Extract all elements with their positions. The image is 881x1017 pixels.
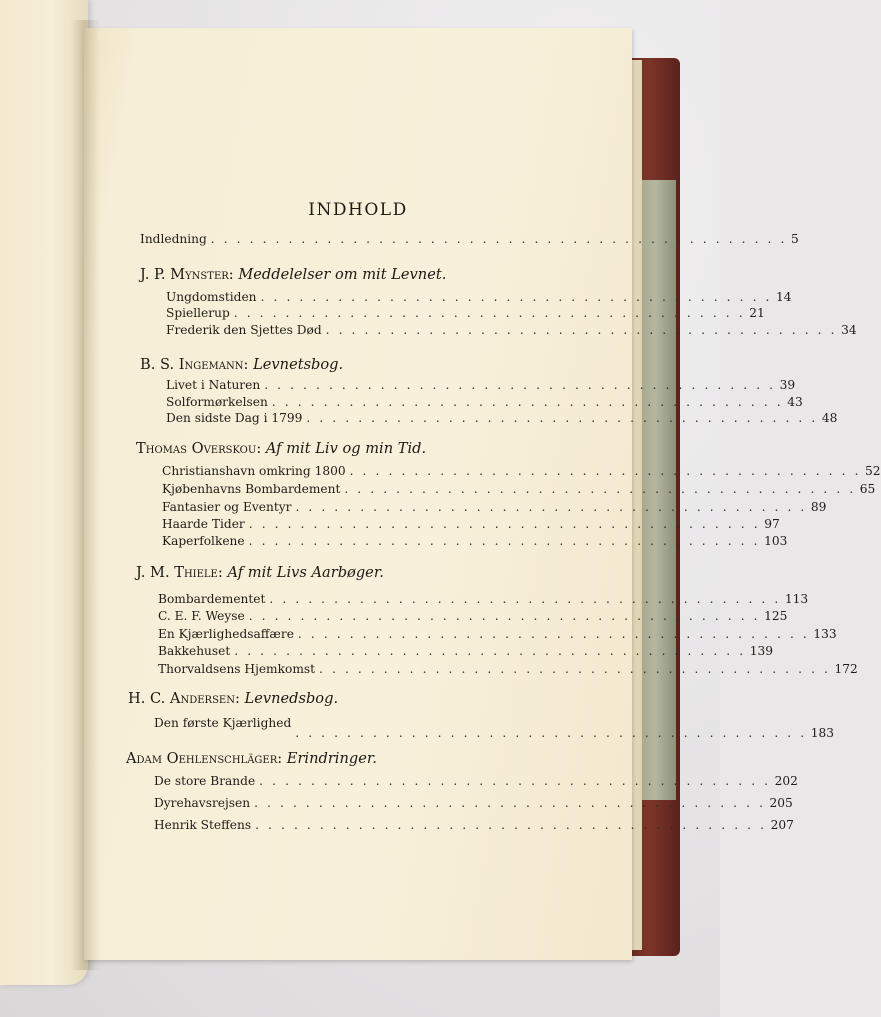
- toc-entry: [166, 290, 792, 304]
- work-title: Levnedsbog.: [244, 690, 339, 707]
- toc-entry-label: De store Brande: [154, 774, 256, 788]
- toc-entry: [154, 796, 793, 810]
- toc-entry: [158, 609, 788, 623]
- toc-entry-page: 39: [779, 378, 796, 392]
- toc-entry: [158, 627, 837, 641]
- toc-entry: [162, 464, 881, 478]
- toc-entry-page: 183: [810, 726, 834, 740]
- leader-dots: . . . . . . . . . . . . . . . . . . . . . . . . . . . . . . . . . . . . . . . .: [248, 609, 761, 623]
- toc-entry-label: Bombardementet: [158, 592, 266, 606]
- toc-entry: [154, 818, 794, 832]
- section-heading: J. P. Mynster: Meddelelser om mit Levnet.: [140, 266, 447, 283]
- author-name: Thomas Overskou: [136, 440, 257, 457]
- toc-entry-label: Bakkehuset: [158, 644, 231, 658]
- toc-entry-page: 207: [770, 818, 794, 832]
- toc-entry-intro: [140, 232, 799, 246]
- toc-entry: [166, 323, 857, 337]
- toc-entry-label: Henrik Steffens: [154, 818, 252, 832]
- toc-entry-label: Dyrehavsrejsen: [154, 796, 251, 810]
- leader-dots: . . . . . . . . . . . . . . . . . . . . . . . . . . . . . . . . . . . . . . . . . . . . .: [210, 232, 787, 246]
- toc-entry: [162, 500, 827, 514]
- toc-entry-label: Ungdomstiden: [166, 290, 257, 304]
- toc-entry-page: 172: [834, 662, 858, 676]
- leader-dots: . . . . . . . . . . . . . . . . . . . . . . . . . . . . . . . . . . . . . . . .: [254, 796, 766, 810]
- toc-entry: [162, 534, 788, 548]
- toc-entry: [166, 395, 803, 409]
- work-title: Af mit Liv og min Tid.: [265, 440, 427, 457]
- leader-dots: . . . . . . . . . . . . . . . . . . . . . . . . . . . . . . . . . . . . . . . .: [248, 534, 761, 548]
- toc-entry: [158, 644, 773, 658]
- toc-entry-page: 5: [790, 232, 799, 246]
- section-heading: J. M. Thiele: Af mit Livs Aarbøger.: [136, 564, 384, 581]
- section-heading: H. C. Andersen: Levnedsbog.: [128, 690, 339, 707]
- toc-entry-page: 89: [810, 500, 827, 514]
- toc-entry: [158, 662, 858, 676]
- toc-entry-page: 14: [776, 290, 792, 304]
- work-title: Af mit Livs Aarbøger.: [227, 564, 384, 581]
- toc-entry-page: 113: [784, 592, 809, 606]
- toc-entry-label: Kaperfolkene: [162, 534, 245, 548]
- leader-dots: . . . . . . . . . . . . . . . . . . . . . . . . . . . . . . . . . . . . . . . .: [344, 482, 856, 496]
- leader-dots: . . . . . . . . . . . . . . . . . . . . . . . . . . . . . . . . . . . . . . . .: [271, 395, 784, 409]
- toc-entry-page: 48: [821, 411, 838, 425]
- leader-dots: . . . . . . . . . . . . . . . . . . . . . . . . . . . . . . . . . . . . . . . .: [295, 726, 807, 740]
- work-title: Levnetsbog.: [253, 356, 344, 373]
- toc-entry-label: Den første Kjærlighed: [154, 716, 292, 730]
- toc-entry-label: En Kjærlighedsaffære: [158, 627, 294, 641]
- leader-dots: . . . . . . . . . . . . . . . . . . . . . . . . . . . . . . . . . . . . . . . .: [295, 500, 807, 514]
- toc-entry-label: Solformørkelsen: [166, 395, 268, 409]
- toc-entry-label: Thorvaldsens Hjemkomst: [158, 662, 316, 676]
- toc-entry-label: Kjøbenhavns Bombardement: [162, 482, 341, 496]
- leader-dots: . . . . . . . . . . . . . . . . . . . . . . . . . . . . . . . . . . . . . . . .: [248, 517, 761, 531]
- leader-dots: . . . . . . . . . . . . . . . . . . . . . . . . . . . . . . . . . . . . . . . .: [264, 378, 776, 392]
- toc-entry-page: 103: [764, 534, 788, 548]
- author-name: Adam Oehlenschläger: [126, 750, 278, 767]
- leader-dots: . . . . . . . . . . . . . . . . . . . . . . . . . . . . . . . . . . . . . . . .: [259, 774, 771, 788]
- toc-entry: [158, 592, 809, 606]
- toc-entry: [162, 517, 780, 531]
- toc-entry-page: 43: [787, 395, 803, 409]
- leader-dots: . . . . . . . . . . . . . . . . . . . . . . . . . . . . . . . . . . . . . . . .: [319, 662, 831, 676]
- leader-dots: . . . . . . . . . . . . . . . . . . . . . . . . . . . . . . . . . . . . . . . .: [233, 306, 746, 320]
- toc-entry: [154, 774, 798, 788]
- author-name: B. S. Ingemann: [140, 356, 244, 373]
- toc-entry-page: 139: [749, 644, 773, 658]
- toc-entry-page: 21: [749, 306, 765, 320]
- right-page: [84, 28, 881, 960]
- leader-dots: . . . . . . . . . . . . . . . . . . . . . . . . . . . . . . . . . . . . . . . .: [349, 464, 862, 478]
- toc-entry-label: Haarde Tider: [162, 517, 245, 531]
- author-name: H. C. Andersen: [128, 690, 235, 707]
- section-heading: Thomas Overskou: Af mit Liv og min Tid.: [136, 440, 427, 457]
- work-title: Erindringer.: [286, 750, 377, 767]
- toc-entry-page: 202: [774, 774, 798, 788]
- toc-entry-label: Fantasier og Eventyr: [162, 500, 292, 514]
- leader-dots: . . . . . . . . . . . . . . . . . . . . . . . . . . . . . . . . . . . . . . . .: [260, 290, 772, 304]
- toc-entry: [162, 482, 876, 496]
- section-heading: B. S. Ingemann: Levnetsbog.: [140, 356, 344, 373]
- toc-entry: [166, 378, 796, 392]
- toc-entry-label: Livet i Naturen: [166, 378, 261, 392]
- work-title: Meddelelser om mit Levnet.: [238, 266, 447, 283]
- book-gutter-shadow: [70, 20, 100, 970]
- leader-dots: . . . . . . . . . . . . . . . . . . . . . . . . . . . . . . . . . . . . . . . .: [297, 627, 810, 641]
- leader-dots: . . . . . . . . . . . . . . . . . . . . . . . . . . . . . . . . . . . . . . . .: [306, 411, 818, 425]
- toc-entry-page: 97: [764, 517, 780, 531]
- author-name: J. P. Mynster: [140, 266, 229, 283]
- toc-entry-label: Spiellerup: [166, 306, 230, 320]
- toc-entry-label: Den sidste Dag i 1799: [166, 411, 303, 425]
- leader-dots: . . . . . . . . . . . . . . . . . . . . . . . . . . . . . . . . . . . . . . . .: [269, 592, 781, 606]
- toc-entry-label: Frederik den Sjettes Død: [166, 323, 322, 337]
- toc-entry-page: 205: [769, 796, 793, 810]
- toc-entry: [166, 411, 838, 425]
- leader-dots: . . . . . . . . . . . . . . . . . . . . . . . . . . . . . . . . . . . . . . . .: [255, 818, 767, 832]
- toc-entry-page: 52: [865, 464, 881, 478]
- toc-entry-page: 125: [764, 609, 788, 623]
- toc-entry-label: Indledning: [140, 232, 207, 246]
- toc-entry: [154, 716, 834, 740]
- toc-entry-label: Christianshavn omkring 1800: [162, 464, 346, 478]
- leader-dots: . . . . . . . . . . . . . . . . . . . . . . . . . . . . . . . . . . . . . . . .: [234, 644, 746, 658]
- toc-entry-page: 133: [813, 627, 837, 641]
- author-name: J. M. Thiele: [136, 564, 218, 581]
- page-title: INDHOLD: [308, 200, 408, 220]
- toc-entry-page: 65: [859, 482, 876, 496]
- toc-entry-page: 34: [841, 323, 857, 337]
- toc-entry-label: C. E. F. Weyse: [158, 609, 245, 623]
- toc-entry: [166, 306, 765, 320]
- leader-dots: . . . . . . . . . . . . . . . . . . . . . . . . . . . . . . . . . . . . . . . .: [325, 323, 838, 337]
- section-heading: Adam Oehlenschläger: Erindringer.: [126, 750, 377, 767]
